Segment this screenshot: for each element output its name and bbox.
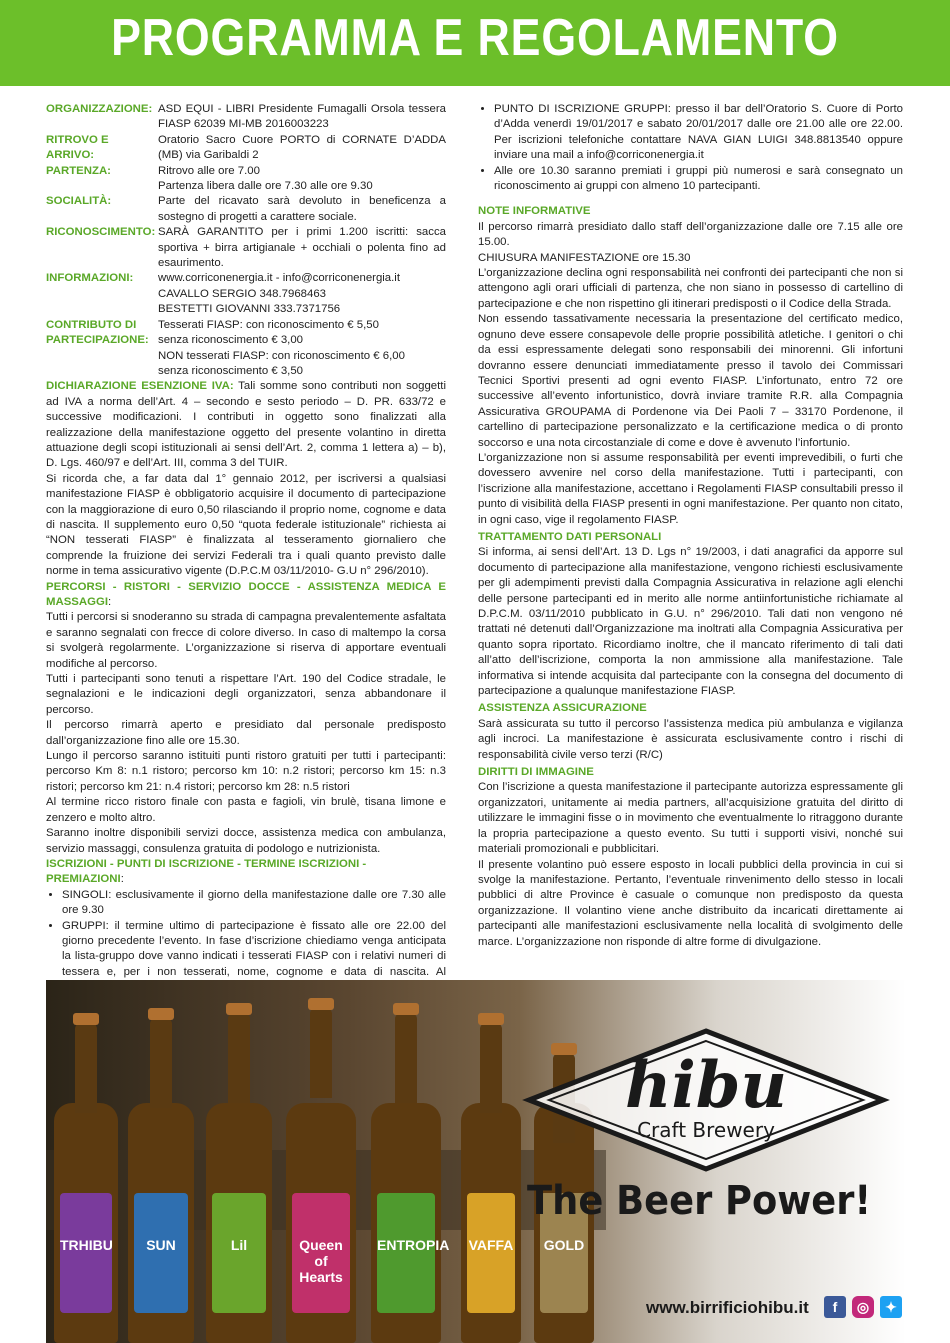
info-partenza	[46, 164, 446, 195]
bottle-cap	[73, 1013, 99, 1025]
section-heading: PERCORSI - RISTORI - SERVIZIO DOCCE - ASSISTENZA MEDICA E MASSAGGI	[46, 580, 446, 608]
bottle-neck	[75, 1023, 97, 1113]
info-organizzazione	[46, 102, 446, 133]
hibu-advertisement	[46, 980, 906, 1343]
section-heading: NOTE INFORMATIVE	[478, 205, 591, 218]
paragraph: Il percorso rimarrà presidiato dallo staff dell’organizzazione dalle ore 7.15 alle ore 15.00.	[478, 220, 903, 249]
info-label: SOCIALITÀ:	[46, 195, 112, 208]
info-value: SARÀ GARANTITO per i primi 1.200 iscritti: sacca sportiva + birra artigianale + occhiali o polenta fino ad esaurimento.	[158, 226, 446, 270]
info-label-line: CONTRIBUTO DI	[46, 318, 137, 331]
beer-bottle	[206, 1003, 272, 1343]
info-label	[46, 318, 158, 380]
list-item: • PUNTO DI ISCRIZIONE GRUPPI: presso il bar dell’Oratorio S. Cuore di Porto d’Adda venerdì 19/01/2017 e sabato 20/01/2017 dalle ore 21.00 alle ore 22.00. Per iscrizioni telefoniche contattare NAVA GIAN LUIGI 348.8813540 oppure inviare una mail a info@corriconenergia.it	[494, 102, 903, 164]
info-line: BESTETTI GIOVANNI 333.7371756	[158, 303, 341, 316]
website-link[interactable]: www.birrificiohibu.it	[646, 1298, 809, 1317]
bottle-cap	[226, 1003, 252, 1015]
info-label: RICONOSCIMENTO:	[46, 226, 156, 239]
list-item: • SINGOLI: esclusivamente il giorno della manifestazione dalle ore 7.30 alle ore 9.30	[62, 888, 446, 919]
bottle-neck	[228, 1013, 250, 1103]
page-title: PROGRAMMA E REGOLAMENTO	[111, 9, 839, 67]
bottle-label: VAFFA	[467, 1193, 515, 1313]
info-line: senza riconoscimento € 3,50	[158, 364, 303, 377]
heading-colon: :	[120, 873, 124, 886]
beer-bottle	[371, 1003, 450, 1343]
bottle-cap	[308, 998, 334, 1010]
bottle-body	[54, 1103, 118, 1343]
bottle-label: ENTROPIA	[377, 1193, 435, 1313]
left-column	[46, 102, 446, 1026]
paragraph: Sarà assicurata su tutto il percorso l’assistenza medica più ambulanza e vigilanza agli incroci. La manifestazione è assicurata esclusivamente contro i rischi di responsabilità civile verso terzi (R/C)	[478, 717, 903, 761]
info-value	[158, 271, 446, 317]
info-informazioni	[46, 271, 446, 317]
info-line: senza riconoscimento € 3,00	[158, 334, 303, 347]
info-line: Partenza libera dalle ore 7.30 alle ore 9.30	[158, 180, 373, 193]
bottle-body	[461, 1103, 521, 1343]
paragraph: Il presente volantino può essere esposto in locali pubblici della provincia in cui si svolge la manifestazione. Pertanto, l’eventuale rinvenimento dello stesso in locali pubblici di altre Province è casuale o comunque non predisposto da questa organizzazione. Il volantino viene anche distribuito da incaricati direttamente ai partecipanti alle manifestazioni esclusivamente nella località di svolgimento delle marce. L’organizzazione non risponde di altre forme di divulgazione.	[478, 858, 903, 948]
info-label: PARTENZA:	[46, 164, 111, 177]
beer-bottle	[286, 998, 356, 1343]
bottle-label: TRHIBU	[60, 1193, 112, 1313]
logo-subtitle: Craft Brewery	[637, 1118, 775, 1142]
iscrizioni-heading	[46, 857, 446, 888]
info-value: Oratorio Sacro Cuore PORTO di CORNATE D’ADDA (MB) via Garibaldi 2	[158, 133, 446, 162]
info-contributo	[46, 318, 446, 380]
paragraph: L’organizzazione non si assume responsabilità per eventi imprevedibili, o furti che dovessero avvenire nel corso della manifestazione. Tutti i partecipanti, con l’iscrizione alla manifestazione, accettano i Regolamenti FIASP consultabili presso il punto di visibilità della FIASP presenti in ogni manifestazione. Per quanto non citato, in ogni caso, vige il regolamento FIASP.	[478, 451, 903, 526]
iscrizioni-list-continued	[478, 102, 903, 194]
logo-wordmark: hibu	[624, 1048, 788, 1123]
beer-bottle	[461, 1013, 521, 1343]
bottle-neck	[310, 1008, 332, 1098]
info-ritrovo	[46, 133, 446, 164]
bottle-label: SUN	[134, 1193, 188, 1313]
section-heading: TRATTAMENTO DATI PERSONALI	[478, 530, 662, 543]
bottle-label: GOLD	[540, 1193, 588, 1313]
info-line: NON tesserati FIASP: con riconoscimento € 6,00	[158, 349, 405, 362]
paragraph: Si ricorda che, a far data dal 1° gennaio 2012, per iscriversi a qualsiasi manifestazione FIASP è obbligatorio acquisire il documento di partecipazione con la maggiorazione di euro 0,50 rilasciando il proprio nome, cognome e data di nascita. Il supplemento euro 0,50 “quota federale istituzionale” richiesta ai “NON tesserati FIASP” è finalizzata al tesseramento giornaliero che comprende la fruizione dei servizi Federali tra i quali quanto previsto dalle norme in tema assicurativo vigente (D.P.C.M 03/11/2010- G.U n° 296/2010).	[46, 472, 446, 578]
paragraph: Saranno inoltre disponibili servizi docce, assistenza medica con ambulanza, servizio massaggi, consulenza gratuita di podologo e nutrizionista.	[46, 827, 446, 855]
list-item: • GRUPPI: il termine ultimo di partecipazione è fissato alle ore 22.00 del giorno precedente l’evento. In fase d’iscrizione chiediamo venga anticipata la lista-gruppo dove vanno indicati i tesserati FIASP con i relativi numeri di tessera e, per i non tesserati, nome, cognome e data di nascita. Al	[62, 919, 446, 1027]
bottle-cap	[393, 1003, 419, 1015]
bottle-body	[206, 1103, 272, 1343]
page-header	[0, 0, 950, 86]
bottle-neck	[395, 1013, 417, 1103]
info-label: RITROVO E ARRIVO:	[46, 133, 109, 162]
bottle-neck	[480, 1023, 502, 1113]
info-line: CAVALLO SERGIO 348.7968463	[158, 287, 327, 300]
bottle-label: Lil	[212, 1193, 266, 1313]
bottle-body	[128, 1103, 194, 1343]
section-heading: ISCRIZIONI - PUNTI DI ISCRIZIONE - TERMINE ISCRIZIONI - PREMIAZIONI	[46, 857, 367, 886]
bottle-cap	[478, 1013, 504, 1025]
info-riconoscimento	[46, 225, 446, 271]
bottle-cap	[148, 1008, 174, 1020]
tagline: The Beer Power!	[527, 1178, 872, 1224]
section-heading: ASSISTENZA ASSICURAZIONE	[478, 702, 647, 715]
section-heading: DICHIARAZIONE ESENZIONE IVA:	[46, 380, 234, 393]
info-line: Ritrovo alle ore 7.00	[158, 164, 260, 177]
percorsi-heading	[46, 580, 446, 611]
paragraph: L’organizzazione declina ogni responsabilità nei confronti dei partecipanti che non si attengono agli orari ufficiali di partenza, che non siano in possesso di cartellino di partecipazione e che non rispettino gli itinerari predisposti o il Codice della Strada.	[478, 267, 903, 310]
info-value	[158, 164, 446, 195]
paragraph: Il percorso rimarrà aperto e presidiato dal personale predisposto dall’organizzazione fino alle ore 15.30.	[46, 719, 446, 747]
right-column	[478, 102, 903, 950]
info-value	[158, 318, 446, 380]
bottle-label: Queen of Hearts	[292, 1193, 350, 1313]
hibu-logo	[521, 1025, 891, 1175]
info-socialita	[46, 194, 446, 225]
info-line: Tesserati FIASP: con riconoscimento € 5,50	[158, 318, 379, 331]
info-value: ASD EQUI - LIBRI Presidente Fumagalli Orsola tessera FIASP 62039 MI-MB 2016003223	[158, 103, 446, 131]
paragraph: Tutti i percorsi si snoderanno su strada di campagna prevalentemente asfaltata e saranno segnalati con frecce di colore diverso. In caso di maltempo la corsa si svolgerà regolarmente. L’organizzazione si riserva di apportare eventuali modifiche al percorso.	[46, 611, 446, 670]
instagram-icon[interactable]: ◎	[852, 1296, 874, 1318]
paragraph: Tutti i partecipanti sono tenuti a rispettare l’Art. 190 del Codice stradale, le segnalazioni e le indicazioni degli organizzatori, senza abbandonare il percorso.	[46, 673, 446, 716]
info-label: ORGANIZZAZIONE:	[46, 103, 153, 115]
list-item: • Alle ore 10.30 saranno premiati i gruppi più numerosi e sarà consegnato un riconoscimento ai gruppi con almeno 10 partecipanti.	[494, 164, 903, 195]
section-heading: DIRITTI DI IMMAGINE	[478, 766, 594, 779]
beer-bottle	[54, 1013, 118, 1343]
info-line: www.corriconenergia.it - info@corriconenergia.it	[158, 272, 401, 285]
facebook-icon[interactable]: f	[824, 1296, 846, 1318]
paragraph: Al termine ricco ristoro finale con pasta e fagioli, vin brulè, tisana limone e zenzero e molto altro.	[46, 796, 446, 824]
beer-bottle	[128, 1008, 194, 1343]
paragraph: CHIUSURA MANIFESTAZIONE ore 15.30	[478, 251, 691, 264]
info-label: INFORMAZIONI:	[46, 272, 134, 285]
bottle-body	[286, 1103, 356, 1343]
bottle-neck	[150, 1018, 172, 1108]
paragraph: Si informa, ai sensi dell’Art. 13 D. Lgs n° 19/2003, i dati anagrafici da apporre sul documento di partecipazione alla manifestazione, vengono richiesti esclusivamente per gli adempimenti previsti dalla Compagnia Assicurativa in relazione agli elenchi delle persone partecipanti ed in merito alle norme antiinfortunistiche richiamate al D.P.C.M. 03/11/2010 pubblicato in G.U. n° 296/2010. Tali dati non vengono né trattati né detenuti dall’Organizzazione ma inoltrati alla Compagnia Assicurativa per quanto sopra riportato. Ricordiamo inoltre, che il mancato riferimento di tali dati all’atto dell’iscrizione, comporta la non ammissione alla manifestazione. Tale informativa si intende acquisita dal partecipante con la consegna del documento di partecipazione a qualunque manifestazione FIASP.	[478, 546, 903, 698]
paragraph: Non essendo tassativamente necessaria la presentazione del certificato medico, ognuno deve essere consapevole delle proprie possibilità atletiche. I genitori o chi da essi espressamente delegati sono responsabili dei minorenni. Gli infortuni dovranno essere denunciati immediatamente presso il tavolo dei Commissari Tecnici Sportivi presenti ad ogni evento FIASP. L’infortunato, entro 72 ore successive all’evento infortunistico, dovrà inviare tramite R.R. alla Compagnia Assicurativa GROUPAMA di Pordenone via Dei Paoli 7 – 33170 Pordenone, il cartellino di partecipazione personalizzato e la certificazione medica o di pronto soccorso e una nota circostanziale di come e dove è avvenuto l’infortunio.	[478, 313, 903, 449]
paragraph-text: Tali somme sono contributi non soggetti ad IVA a norma dell’Art. 4 – secondo e sesto periodo – D. PR. 633/72 e successive modificazioni. I contributi in oggetto sono finalizzati alla realizzazione della manifestazione oggetto del presente volantino in diretta attuazione degli scopi istituzionali ai sensi dell’Art. 2, comma 1 lettera a) – b), D. Lgs. 460/97 e dell’Art. III, comma 3 del TUIR.	[46, 380, 446, 470]
paragraph: Lungo il percorso saranno istituiti punti ristoro gratuiti per tutti i partecipanti: percorso Km 8: n.1 ristoro; percorso km 10: n.2 ristori; percorso km 15: n.3 ristori; percorso km 21: n.4 ristori; percorso km 28: n.5 ristori	[46, 750, 446, 793]
iva-paragraph	[46, 379, 446, 471]
heading-colon: :	[108, 596, 112, 608]
paragraph: Con l’iscrizione a questa manifestazione il partecipante autorizza espressamente gli organizzatori, unitamente ai media partners, all’acquisizione gratuita del diritto di utilizzare le immagini fisse o in movimento che eventualmente lo ritraggono durante la propria partecipazione a questo evento. Su tutti i supporti visivi, nonché sui materiali promozionali e pubblicitari.	[478, 781, 903, 856]
info-label-line: PARTECIPAZIONE:	[46, 334, 149, 347]
twitter-icon[interactable]: ✦	[880, 1296, 902, 1318]
bottle-body	[371, 1103, 450, 1343]
info-value: Parte del ricavato sarà devoluto in beneficenza a sostegno di progetti a carattere sociale.	[158, 195, 446, 223]
